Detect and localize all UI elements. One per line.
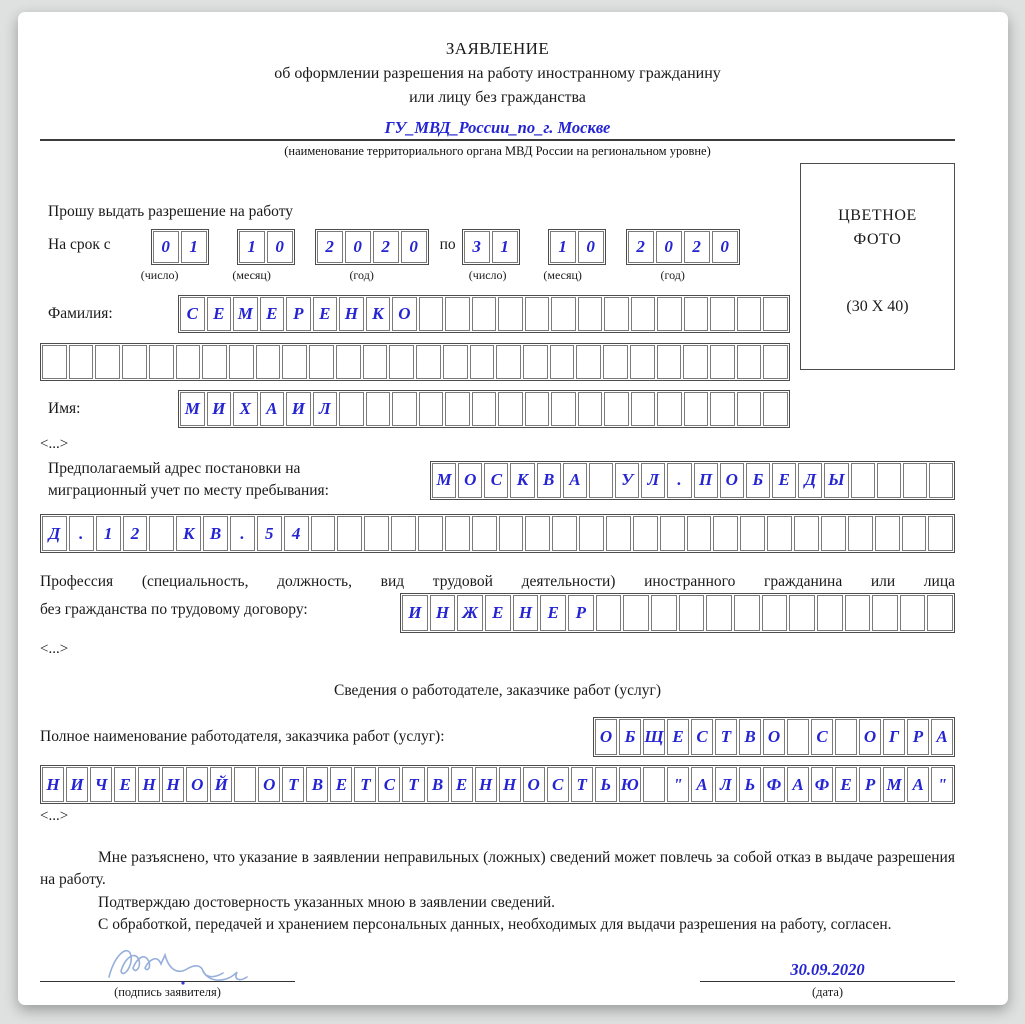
char-cell: С	[811, 719, 833, 755]
char-cell: Е	[207, 297, 232, 331]
char-cell	[851, 463, 875, 498]
char-cell: Н	[475, 767, 497, 802]
char-cell	[684, 297, 709, 331]
char-cell	[737, 392, 762, 426]
employer-name-row	[40, 717, 955, 757]
char-cell: В	[427, 767, 449, 802]
signature-block	[40, 939, 295, 1000]
char-cell: И	[207, 392, 232, 426]
char-cell	[579, 516, 604, 551]
authority-underline	[40, 139, 955, 141]
char-cell: Е	[485, 595, 511, 631]
char-cell: К	[176, 516, 201, 551]
char-cell: В	[306, 767, 328, 802]
char-cell: .	[667, 463, 691, 498]
day-caption: (число)	[468, 268, 507, 282]
char-cell: 0	[401, 231, 427, 263]
char-cell	[234, 767, 256, 802]
char-cell: Н	[499, 767, 521, 802]
char-cell: П	[694, 463, 718, 498]
char-cell: Н	[162, 767, 184, 802]
char-cell: О	[763, 719, 785, 755]
char-cell	[472, 516, 497, 551]
char-cell: Л	[313, 392, 338, 426]
char-cell: Ы	[824, 463, 848, 498]
char-cell	[835, 719, 857, 755]
period-from-label: На срок с	[48, 236, 111, 253]
char-cell	[872, 595, 898, 631]
declaration-block	[40, 847, 955, 937]
char-cell	[902, 516, 927, 551]
char-cell: 0	[578, 231, 604, 263]
char-cell	[787, 719, 809, 755]
to-month-group	[520, 229, 606, 283]
char-cell: С	[547, 767, 569, 802]
char-cell	[229, 345, 254, 379]
char-cell: Н	[430, 595, 456, 631]
period-to-label: по	[439, 236, 456, 253]
char-cell: Ь	[739, 767, 761, 802]
char-cell: М	[432, 463, 456, 498]
char-cell: Т	[354, 767, 376, 802]
char-cell	[472, 392, 497, 426]
char-cell: И	[402, 595, 428, 631]
char-cell: И	[286, 392, 311, 426]
char-cell: К	[510, 463, 534, 498]
char-cell	[737, 297, 762, 331]
from-day-group	[111, 229, 209, 283]
char-cell: С	[180, 297, 205, 331]
char-cell: О	[859, 719, 881, 755]
char-cell: .	[69, 516, 94, 551]
char-cell: "	[667, 767, 689, 802]
char-cell: Ь	[595, 767, 617, 802]
char-cell	[418, 516, 443, 551]
address-row	[40, 458, 955, 502]
char-cell	[875, 516, 900, 551]
char-cell: С	[378, 767, 400, 802]
char-cell	[817, 595, 843, 631]
ellipsis-marker-3: <...>	[40, 808, 69, 824]
address-grid-line1	[430, 461, 955, 500]
char-cell: Р	[859, 767, 881, 802]
char-cell: Щ	[643, 719, 665, 755]
char-cell	[122, 345, 147, 379]
signature-image	[95, 939, 285, 985]
profession-row	[40, 593, 955, 633]
address-label-line2: миграционный учет по месту пребывания:	[48, 482, 329, 499]
given-name-label: Имя:	[48, 400, 81, 417]
char-cell: 1	[550, 231, 576, 263]
char-cell: О	[458, 463, 482, 498]
char-cell: Е	[835, 767, 857, 802]
char-cell	[767, 516, 792, 551]
char-cell	[877, 463, 901, 498]
to-day-grid	[462, 229, 520, 265]
char-cell: Е	[667, 719, 689, 755]
char-cell	[366, 392, 391, 426]
char-cell: Р	[907, 719, 929, 755]
char-cell: 2	[317, 231, 343, 263]
request-intro: Прошу выдать разрешение на работу	[48, 203, 294, 220]
profession-label-line1: Профессия (специальность, должность, вид трудовой деятельности) иностранного гражданина или лица	[40, 573, 955, 590]
char-cell: А	[563, 463, 587, 498]
given-name-grid	[178, 390, 790, 428]
char-cell	[657, 297, 682, 331]
char-cell	[821, 516, 846, 551]
char-cell: В	[203, 516, 228, 551]
char-cell	[69, 345, 94, 379]
char-cell	[389, 345, 414, 379]
char-cell: Е	[772, 463, 796, 498]
char-cell: Ч	[90, 767, 112, 802]
char-cell	[364, 516, 389, 551]
char-cell	[763, 345, 788, 379]
char-cell: У	[615, 463, 639, 498]
to-month-grid	[548, 229, 606, 265]
from-year-group	[295, 229, 429, 283]
char-cell	[419, 392, 444, 426]
char-cell: Н	[138, 767, 160, 802]
char-cell: Е	[330, 767, 352, 802]
char-cell: .	[230, 516, 255, 551]
char-cell	[149, 516, 174, 551]
char-cell	[631, 297, 656, 331]
char-cell	[552, 516, 577, 551]
char-cell: Т	[715, 719, 737, 755]
char-cell: 0	[712, 231, 738, 263]
char-cell: 2	[684, 231, 710, 263]
char-cell	[523, 345, 548, 379]
char-cell	[927, 595, 953, 631]
photo-label-line1: ЦВЕТНОЕ	[838, 207, 917, 224]
char-cell: О	[523, 767, 545, 802]
char-cell: 5	[257, 516, 282, 551]
char-cell	[763, 297, 788, 331]
char-cell: А	[260, 392, 285, 426]
date-caption: (дата)	[811, 984, 844, 999]
date-block	[700, 939, 955, 1000]
char-cell	[336, 345, 361, 379]
char-cell: Х	[233, 392, 258, 426]
char-cell	[445, 297, 470, 331]
char-cell: 2	[628, 231, 654, 263]
date-value: 30.09.2020	[790, 959, 865, 979]
char-cell: М	[180, 392, 205, 426]
char-cell	[149, 345, 174, 379]
char-cell: М	[883, 767, 905, 802]
month-caption: (месяц)	[232, 268, 271, 282]
char-cell: Р	[286, 297, 311, 331]
char-cell	[578, 297, 603, 331]
char-cell: О	[720, 463, 744, 498]
char-cell	[710, 345, 735, 379]
char-cell	[794, 516, 819, 551]
char-cell	[391, 516, 416, 551]
char-cell	[445, 516, 470, 551]
char-cell: Н	[339, 297, 364, 331]
authority-caption: (наименование территориального органа МВД России на региональном уровне)	[284, 144, 711, 158]
char-cell	[499, 516, 524, 551]
char-cell: Д	[798, 463, 822, 498]
form-title: ЗАЯВЛЕНИЕ	[445, 39, 550, 58]
photo-placeholder-box	[800, 163, 955, 370]
char-cell	[550, 345, 575, 379]
char-cell: Т	[282, 767, 304, 802]
char-cell: Е	[451, 767, 473, 802]
char-cell: Ф	[811, 767, 833, 802]
signing-row	[40, 939, 955, 1000]
char-cell	[256, 345, 281, 379]
char-cell: Л	[715, 767, 737, 802]
char-cell	[706, 595, 732, 631]
char-cell: А	[787, 767, 809, 802]
char-cell	[606, 516, 631, 551]
char-cell	[684, 392, 709, 426]
char-cell	[657, 345, 682, 379]
char-cell: М	[233, 297, 258, 331]
char-cell: Е	[114, 767, 136, 802]
employer-section-heading: Сведения о работодателе, заказчике работ (услуг)	[333, 682, 662, 699]
char-cell	[643, 767, 665, 802]
char-cell: А	[907, 767, 929, 802]
char-cell: Г	[883, 719, 905, 755]
year-caption: (год)	[349, 268, 374, 282]
surname-continuation-grid	[40, 343, 790, 381]
authority-name-value: ГУ_МВД_России_по_г. Москве	[384, 118, 611, 137]
declaration-paragraph-3: С обработкой, передачей и хранением персональных данных, необходимых для выдачи разрешения на работу, согласен.	[98, 916, 892, 934]
char-cell	[470, 345, 495, 379]
char-cell: С	[691, 719, 713, 755]
photo-label-line2: ФОТО	[853, 231, 902, 248]
char-cell: 0	[267, 231, 293, 263]
char-cell: К	[366, 297, 391, 331]
char-cell	[630, 345, 655, 379]
char-cell	[710, 297, 735, 331]
char-cell	[633, 516, 658, 551]
char-cell: Е	[540, 595, 566, 631]
char-cell: О	[392, 297, 417, 331]
char-cell: 4	[284, 516, 309, 551]
char-cell	[763, 392, 788, 426]
char-cell	[309, 345, 334, 379]
char-cell	[657, 392, 682, 426]
char-cell: С	[484, 463, 508, 498]
profession-label-line2: без гражданства по трудовому договору:	[40, 601, 308, 618]
char-cell: 2	[123, 516, 148, 551]
char-cell	[762, 595, 788, 631]
declaration-paragraph-1: Мне разъяснено, что указание в заявлении неправильных (ложных) сведений может повлечь за собой отказ в выдаче разрешения на работу.	[40, 849, 955, 889]
char-cell	[419, 297, 444, 331]
application-form-page	[18, 12, 1008, 1005]
employer-grid-line2	[40, 765, 955, 804]
char-cell	[740, 516, 765, 551]
address-label-line1: Предполагаемый адрес постановки на	[48, 460, 301, 477]
surname-grid	[178, 295, 790, 333]
char-cell	[623, 595, 649, 631]
address-label	[40, 458, 430, 502]
char-cell	[525, 297, 550, 331]
char-cell	[525, 516, 550, 551]
char-cell	[282, 345, 307, 379]
char-cell: Л	[641, 463, 665, 498]
char-cell	[845, 595, 871, 631]
char-cell	[472, 297, 497, 331]
char-cell: А	[691, 767, 713, 802]
char-cell	[651, 595, 677, 631]
char-cell	[603, 345, 628, 379]
from-month-grid	[237, 229, 295, 265]
date-line	[700, 981, 955, 982]
char-cell	[551, 297, 576, 331]
char-cell	[445, 392, 470, 426]
char-cell	[337, 516, 362, 551]
char-cell	[576, 345, 601, 379]
char-cell	[95, 345, 120, 379]
address-grid-line2	[40, 514, 955, 553]
char-cell: Н	[513, 595, 539, 631]
char-cell: Д	[42, 516, 67, 551]
char-cell: Ж	[457, 595, 483, 631]
char-cell	[734, 595, 760, 631]
char-cell: 1	[181, 231, 207, 263]
char-cell: Ф	[763, 767, 785, 802]
char-cell: 1	[96, 516, 121, 551]
from-year-grid	[315, 229, 429, 265]
char-cell	[737, 345, 762, 379]
char-cell	[42, 345, 67, 379]
char-cell: Й	[210, 767, 232, 802]
char-cell: Т	[402, 767, 424, 802]
char-cell: 1	[239, 231, 265, 263]
surname-label: Фамилия:	[48, 305, 113, 322]
char-cell	[416, 345, 441, 379]
char-cell	[789, 595, 815, 631]
from-day-grid	[151, 229, 209, 265]
char-cell: 3	[464, 231, 490, 263]
char-cell	[578, 392, 603, 426]
form-subtitle-line2: или лицу без гражданства	[409, 89, 586, 106]
char-cell	[929, 463, 953, 498]
char-cell	[604, 392, 629, 426]
char-cell	[903, 463, 927, 498]
char-cell: 2	[373, 231, 399, 263]
photo-size-label: (30 Х 40)	[846, 298, 909, 315]
char-cell: Е	[260, 297, 285, 331]
char-cell	[498, 392, 523, 426]
char-cell: В	[537, 463, 561, 498]
char-cell	[596, 595, 622, 631]
char-cell: И	[66, 767, 88, 802]
char-cell	[498, 297, 523, 331]
char-cell	[928, 516, 953, 551]
char-cell: Т	[571, 767, 593, 802]
char-cell: 0	[656, 231, 682, 263]
char-cell	[363, 345, 388, 379]
signature-caption: (подпись заявителя)	[114, 984, 221, 999]
form-subtitle-line1: об оформлении разрешения на работу иностранному гражданину	[274, 65, 721, 82]
char-cell	[311, 516, 336, 551]
char-cell	[848, 516, 873, 551]
char-cell: "	[931, 767, 953, 802]
to-year-group	[606, 229, 740, 283]
year-caption: (год)	[660, 268, 685, 282]
day-caption: (число)	[140, 268, 179, 282]
char-cell	[713, 516, 738, 551]
char-cell: Б	[746, 463, 770, 498]
char-cell: Б	[619, 719, 641, 755]
char-cell	[687, 516, 712, 551]
char-cell: Е	[313, 297, 338, 331]
char-cell: 0	[345, 231, 371, 263]
month-caption: (месяц)	[543, 268, 582, 282]
char-cell: Н	[42, 767, 64, 802]
char-cell: О	[258, 767, 280, 802]
char-cell: О	[186, 767, 208, 802]
profession-grid	[400, 593, 955, 633]
char-cell	[631, 392, 656, 426]
employer-name-label: Полное наименование работодателя, заказчика работ (услуг):	[40, 728, 445, 745]
char-cell	[339, 392, 364, 426]
from-month-group	[209, 229, 295, 283]
char-cell	[710, 392, 735, 426]
char-cell: А	[931, 719, 953, 755]
employer-grid-line1	[593, 717, 955, 757]
char-cell: Ю	[619, 767, 641, 802]
char-cell	[443, 345, 468, 379]
char-cell	[551, 392, 576, 426]
char-cell	[679, 595, 705, 631]
char-cell	[202, 345, 227, 379]
ellipsis-marker-2: <...>	[40, 641, 69, 657]
to-day-group	[456, 229, 520, 283]
char-cell	[683, 345, 708, 379]
char-cell	[604, 297, 629, 331]
char-cell: 1	[492, 231, 518, 263]
char-cell: В	[739, 719, 761, 755]
char-cell	[392, 392, 417, 426]
ellipsis-marker-1: <...>	[40, 436, 69, 452]
to-year-grid	[626, 229, 740, 265]
char-cell: О	[595, 719, 617, 755]
char-cell	[496, 345, 521, 379]
char-cell	[900, 595, 926, 631]
char-cell: Р	[568, 595, 594, 631]
char-cell	[525, 392, 550, 426]
declaration-paragraph-2: Подтверждаю достоверность указанных мною в заявлении сведений.	[98, 893, 556, 911]
char-cell	[176, 345, 201, 379]
char-cell: 0	[153, 231, 179, 263]
given-name-row	[40, 390, 955, 428]
char-cell	[660, 516, 685, 551]
char-cell	[589, 463, 613, 498]
